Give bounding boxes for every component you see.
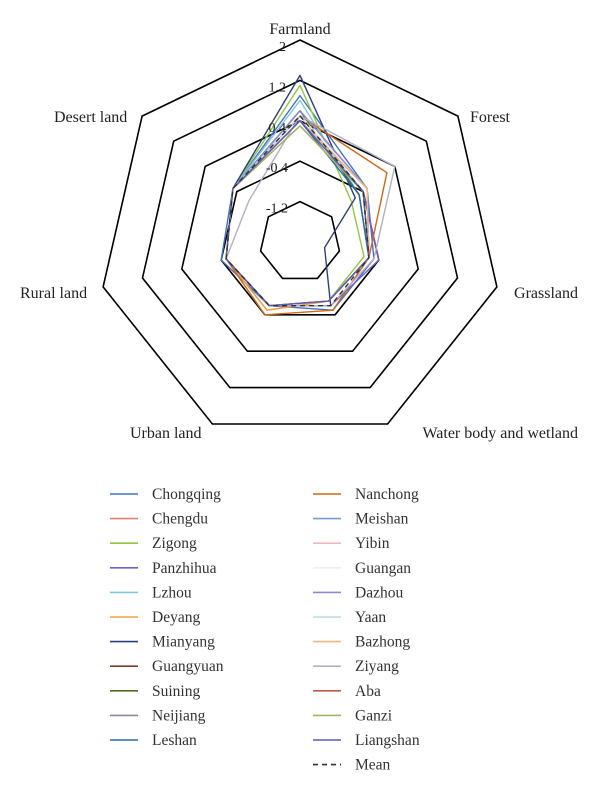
tick-label: -0.4 xyxy=(265,161,288,177)
legend-label: Mianyang xyxy=(152,633,215,651)
tick-labels xyxy=(266,40,288,217)
axis-labels xyxy=(20,21,578,442)
legend-label: Deyang xyxy=(152,609,201,626)
legend-label: Panzhihua xyxy=(152,559,217,577)
legend-label: Aba xyxy=(355,682,381,700)
legend-label: Ganzi xyxy=(355,707,393,725)
tick-label: 0.4 xyxy=(268,120,286,136)
legend-label: Chongqing xyxy=(152,486,221,503)
legend-label: Neijiang xyxy=(152,707,206,725)
legend-label: Leshan xyxy=(152,732,197,749)
legend-label: Lzhou xyxy=(152,584,192,602)
legend-label: Nanchong xyxy=(355,486,419,503)
legend-label: Bazhong xyxy=(355,633,411,651)
axis-label: Farmland xyxy=(269,21,331,38)
series-mianyang-polygon xyxy=(226,75,355,305)
tick-label: 2 xyxy=(279,40,286,55)
legend xyxy=(110,486,420,774)
tick-label: -1.2 xyxy=(265,201,288,217)
axis-label: Urban land xyxy=(130,425,202,442)
legend-label: Chengdu xyxy=(152,510,208,528)
legend-label: Guangan xyxy=(355,559,411,577)
grid-ring xyxy=(182,121,418,351)
axis-label: Forest xyxy=(470,109,510,126)
legend-label: Guangyuan xyxy=(152,658,224,676)
legend-label: Meishan xyxy=(355,510,409,528)
axis-label: Desert land xyxy=(54,109,128,126)
legend-label: Yibin xyxy=(355,535,390,553)
legend-label: Yaan xyxy=(355,609,387,626)
axis-label: Water body and wetland xyxy=(422,425,578,442)
legend-label: Dazhou xyxy=(355,584,404,602)
axis-label: Grassland xyxy=(514,285,578,302)
radar-grid xyxy=(103,40,497,424)
legend-label: Mean xyxy=(355,756,391,774)
axis-label: Rural land xyxy=(20,285,88,302)
legend-label: Liangshan xyxy=(355,732,420,749)
series-zigong-polygon xyxy=(226,85,364,305)
tick-label: 1.2 xyxy=(268,80,286,96)
legend-label: Suining xyxy=(152,682,201,700)
legend-label: Ziyang xyxy=(355,658,399,676)
legend-label: Zigong xyxy=(152,535,197,553)
grid-ring xyxy=(103,40,497,424)
